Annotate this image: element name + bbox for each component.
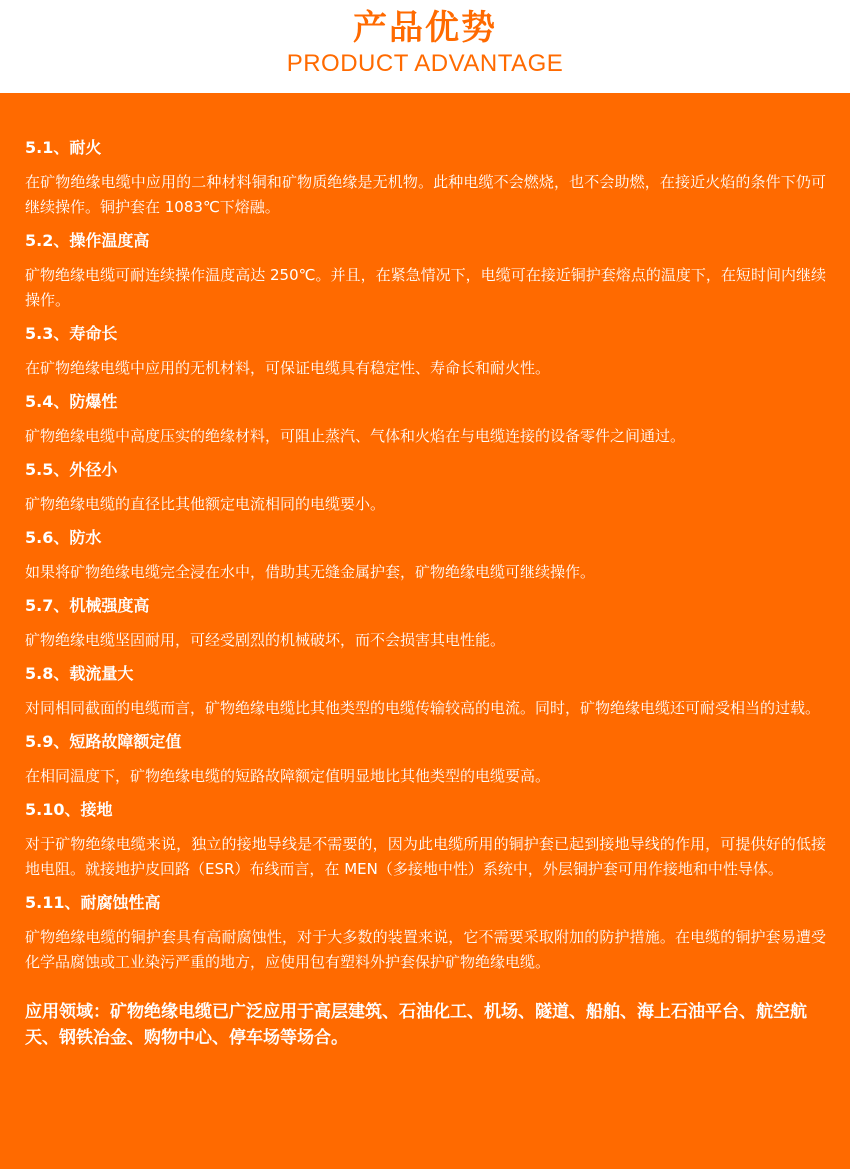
section-body: 矿物绝缘电缆中高度压实的绝缘材料，可阻止蒸汽、气体和火焰在与电缆连接的设备零件之间通过。	[25, 427, 686, 445]
section-body: 在相同温度下，矿物绝缘电缆的短路故障额定值明显地比其他类型的电缆要高。	[25, 767, 551, 785]
section-body: 矿物绝缘电缆可耐连续操作温度高达 250℃。并且，在紧急情况下，电缆可在接近铜护套熔点的温度下，在短时间内继续操作。	[25, 266, 826, 309]
section-body: 矿物绝缘电缆的直径比其他额定电流相同的电缆要小。	[25, 495, 386, 513]
section-corrosion-resistance	[25, 892, 826, 975]
section-heading: 5.4、防爆性	[25, 392, 118, 411]
section-body: 对于矿物绝缘电缆来说，独立的接地导线是不需要的，因为此电缆所用的铜护套已起到接地导线的作用，可提供好的低接地电阻。就接地护皮回路（ESR）布线而言，在 MEN（多接地中性）系统中，外层铜护套可用作接地和中性导体。	[25, 835, 826, 878]
section-heading: 5.3、寿命长	[25, 324, 118, 343]
section-heading: 5.10、接地	[25, 800, 113, 819]
section-long-life	[25, 323, 826, 381]
page-title: 产品优势	[353, 8, 497, 48]
section-heading: 5.7、机械强度高	[25, 596, 150, 615]
section-body: 矿物绝缘电缆的铜护套具有高耐腐蚀性，对于大多数的装置来说，它不需要采取附加的防护措施。在电缆的铜护套易遭受化学品腐蚀或工业染污严重的地方，应使用包有塑料外护套保护矿物绝缘电缆。	[25, 928, 826, 971]
section-heading: 5.8、载流量大	[25, 664, 134, 683]
section-body: 如果将矿物绝缘电缆完全浸在水中，借助其无缝金属护套，矿物绝缘电缆可继续操作。	[25, 563, 596, 581]
section-heading: 5.5、外径小	[25, 460, 118, 479]
section-heading: 5.6、防水	[25, 528, 102, 547]
section-body: 对同相同截面的电缆而言，矿物绝缘电缆比其他类型的电缆传输较高的电流。同时，矿物绝缘电缆还可耐受相当的过载。	[25, 699, 821, 717]
section-explosion-proof	[25, 391, 826, 449]
section-mechanical-strength	[25, 595, 826, 653]
section-heading: 5.1、耐火	[25, 138, 102, 157]
section-waterproof	[25, 527, 826, 585]
section-heading: 5.9、短路故障额定值	[25, 732, 182, 751]
page-subtitle: PRODUCT ADVANTAGE	[286, 50, 564, 77]
section-short-circuit-rating	[25, 731, 826, 789]
page-header	[0, 0, 850, 93]
section-fire-resistance	[25, 137, 826, 220]
section-small-diameter	[25, 459, 826, 517]
section-grounding	[25, 799, 826, 882]
application-fields: 应用领域：矿物绝缘电缆已广泛应用于高层建筑、石油化工、机场、隧道、船舶、海上石油平台、航空航天、钢铁冶金、购物中心、停车场等场合。	[25, 1002, 807, 1048]
section-body: 在矿物绝缘电缆中应用的二种材料铜和矿物质绝缘是无机物。此种电缆不会燃烧，也不会助燃，在接近火焰的条件下仍可继续操作。铜护套在 1083℃下熔融。	[25, 173, 826, 216]
section-heading: 5.2、操作温度高	[25, 231, 150, 250]
section-heading: 5.11、耐腐蚀性高	[25, 893, 161, 912]
advantage-panel	[0, 93, 850, 1169]
section-body: 矿物绝缘电缆坚固耐用，可经受剧烈的机械破坏，而不会损害其电性能。	[25, 631, 506, 649]
section-high-temperature	[25, 230, 826, 313]
section-current-capacity	[25, 663, 826, 721]
section-body: 在矿物绝缘电缆中应用的无机材料，可保证电缆具有稳定性、寿命长和耐火性。	[25, 359, 551, 377]
